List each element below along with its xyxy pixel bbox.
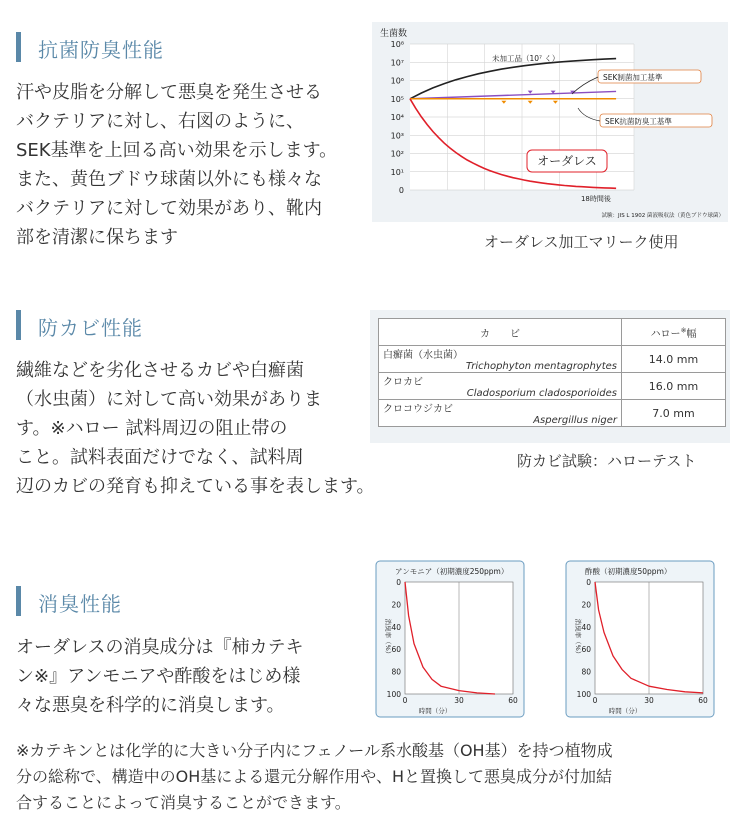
footnote-line: 合することによって消臭することができます。 <box>16 793 351 812</box>
table-row <box>379 346 726 373</box>
mold-japanese-name: クロコウジカビ <box>383 404 453 415</box>
y-tick-label: 10² <box>390 149 404 159</box>
bacteria-chart <box>372 22 728 222</box>
text-line: ン※』アンモニアや酢酸をはじめ様 <box>16 666 301 687</box>
text-line: 辺のカビの発育も抑えている事を表します。 <box>16 476 375 497</box>
bacteria-chart-panel <box>372 22 728 222</box>
annotation-odorless: オーダレス <box>537 154 597 168</box>
mold-japanese-name: 白癬菌（水虫菌） <box>383 350 463 361</box>
chart-title: アンモニア（初期濃度250ppm） <box>395 567 509 576</box>
antibacterial-caption: オーダレス加工マリーク使用 <box>484 233 679 251</box>
x-tick-label: 18時間後 <box>580 195 611 203</box>
halo-width-value: 7.0 mm <box>622 400 726 427</box>
antifungal-text <box>16 356 375 501</box>
footnote-line: 分の総称で、構造中のOH基による還元分解作用や、Hと置換して悪臭成分が付加結 <box>16 767 613 786</box>
y-tick-label: 10⁵ <box>390 94 404 104</box>
column-header-mold: カ ビ <box>379 319 622 346</box>
section-title: 消臭性能 <box>38 592 122 616</box>
y-tick-label: 10⁴ <box>390 113 404 122</box>
antibacterial-text <box>16 78 337 252</box>
mold-japanese-name: クロカビ <box>383 377 423 388</box>
table-header-row <box>379 319 726 346</box>
y-tick-label: 10¹ <box>390 167 404 177</box>
text-line: こと。試料表面だけでなく、試料周 <box>16 447 304 468</box>
x-axis-label: 時間（分） <box>418 707 452 715</box>
catechin-footnote <box>16 738 613 816</box>
text-line: 繊維などを劣化させるカビや白癬菌 <box>16 360 304 381</box>
y-tick-label: 20 <box>391 600 401 610</box>
text-line: バクテリアに対し、右図のように、 <box>16 111 304 132</box>
section-title: 防カビ性能 <box>38 316 143 340</box>
y-tick-label: 40 <box>391 622 401 632</box>
halo-width-value: 14.0 mm <box>622 346 726 373</box>
text-line: また、黄色ブドウ球菌以外にも様々な <box>16 169 322 190</box>
y-axis-label: 消臭率（%） <box>384 618 392 658</box>
heading-accent-bar <box>16 310 21 340</box>
chart-title: 酢酸（初期濃度50ppm） <box>585 567 672 576</box>
y-axis-label: 生菌数 <box>380 29 408 39</box>
x-tick-label: 30 <box>454 696 464 705</box>
note-mark: ※ <box>680 326 687 335</box>
annotation-sek-antibacterial: SEK抗菌防臭工基準 <box>605 117 672 126</box>
halo-label: ハロー <box>650 328 681 340</box>
y-tick-label: 0 <box>396 578 401 587</box>
text-line: （水虫菌）に対して高い効果がありま <box>16 389 322 410</box>
x-tick-label: 60 <box>698 696 708 705</box>
x-tick-label: 60 <box>508 696 518 705</box>
x-tick-label: 30 <box>644 696 654 705</box>
heading-accent-bar <box>16 32 21 62</box>
deodorant-text <box>16 633 303 720</box>
y-axis-label: 消臭率（%） <box>574 618 582 658</box>
table-row <box>379 373 726 400</box>
text-line: オーダレスの消臭成分は『柿カテキ <box>16 637 304 658</box>
width-label: 幅 <box>686 328 697 340</box>
y-tick-label: 80 <box>391 667 401 677</box>
text-line: 汗や皮脂を分解して悪臭を発生させる <box>16 82 322 103</box>
ammonia-chart <box>375 560 525 718</box>
footnote-line: ※カテキンとは化学的に大きい分子内にフェノール系水酸基（OH基）を持つ植物成 <box>16 741 613 760</box>
mold-scientific-name: Cladosporium cladosporioides <box>466 388 617 399</box>
column-header-halo <box>622 319 726 346</box>
y-tick-label: 10⁸ <box>390 40 404 49</box>
table-row <box>379 400 726 427</box>
y-tick-label: 10³ <box>390 131 404 141</box>
mold-scientific-name: Trichophyton mentagrophytes <box>465 361 617 372</box>
source-note: 試験：JIS L 1902 菌液吸収法（黄色ブドウ球菌） <box>601 213 724 219</box>
y-tick-label: 60 <box>581 645 591 655</box>
x-axis-label: 時間（分） <box>608 707 642 715</box>
text-line: 部を清潔に保ちます <box>16 227 178 248</box>
mold-name-cell <box>379 346 622 373</box>
y-tick-label: 0 <box>586 578 591 587</box>
heading-accent-bar <box>16 586 21 616</box>
y-tick-label: 60 <box>391 645 401 655</box>
text-line: バクテリアに対して効果があり、靴内 <box>16 198 322 219</box>
section-title: 抗菌防臭性能 <box>38 38 164 62</box>
x-tick-label: 0 <box>402 696 408 705</box>
y-tick-label: 100 <box>576 690 591 699</box>
y-tick-label: 40 <box>581 622 591 632</box>
mold-name-cell <box>379 400 622 427</box>
text-line: SEK基準を上回る高い効果を示します。 <box>16 140 338 161</box>
y-tick-label: 10⁶ <box>390 76 404 86</box>
text-line: 々な悪臭を科学的に消臭します。 <box>16 695 285 716</box>
y-tick-label: 80 <box>581 667 591 677</box>
acetic-acid-chart <box>565 560 715 718</box>
antifungal-caption: 防カビ試験：ハローテスト <box>517 452 697 470</box>
y-tick-label: 20 <box>581 600 591 610</box>
mold-name-cell <box>379 373 622 400</box>
y-tick-label: 100 <box>386 690 401 699</box>
annotation-untreated: 未加工品（10⁷ く） <box>492 54 560 63</box>
x-tick-label: 0 <box>592 696 598 705</box>
halo-width-value: 16.0 mm <box>622 373 726 400</box>
mold-scientific-name: Aspergillus niger <box>533 415 617 426</box>
mold-table <box>378 318 726 427</box>
y-tick-label: 0 <box>398 186 404 195</box>
text-line: す。※ハロー 試料周辺の阻止帯の <box>16 418 288 439</box>
annotation-sek-control: SEK制菌加工基準 <box>603 73 663 82</box>
y-tick-label: 10⁷ <box>390 58 404 68</box>
